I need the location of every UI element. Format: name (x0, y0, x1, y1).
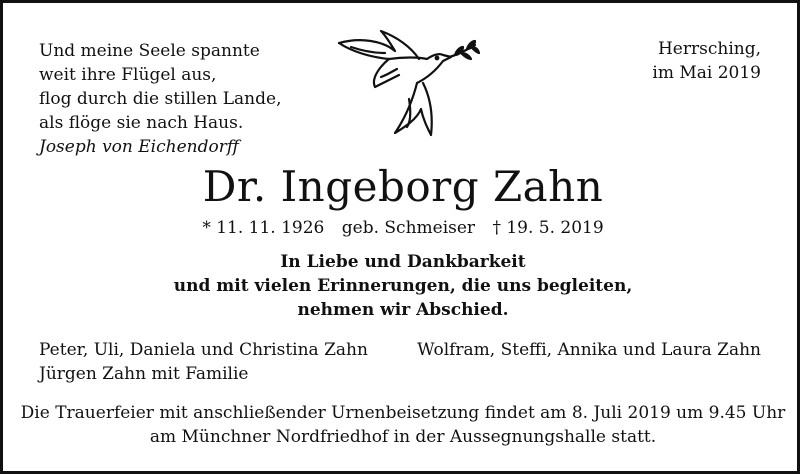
place-city: Herrsching, (657, 39, 761, 59)
family-line: Jürgen Zahn mit Familie (39, 364, 249, 384)
birth-date: * 11. 11. 1926 (202, 218, 325, 238)
family-right (417, 338, 761, 362)
farewell-line: und mit vielen Erinnerungen, die uns begleiten, (173, 276, 633, 296)
poem-line: weit ihre Flügel aus, (39, 65, 217, 85)
family-line: Peter, Uli, Daniela und Christina Zahn (39, 340, 368, 360)
poem-line: als flöge sie nach Haus. (39, 113, 244, 133)
farewell-text (3, 250, 800, 322)
farewell-line: In Liebe und Dankbarkeit (280, 252, 526, 272)
ceremony-notice (3, 401, 800, 449)
poem (39, 39, 299, 159)
ceremony-line: am Münchner Nordfriedhof in der Aussegnungshalle statt. (149, 427, 657, 447)
death-date: † 19. 5. 2019 (492, 218, 604, 238)
deceased-name: Dr. Ingeborg Zahn (202, 162, 604, 211)
life-dates (3, 216, 800, 240)
poem-line: Und meine Seele spannte (39, 41, 260, 61)
farewell-line: nehmen wir Abschied. (297, 300, 509, 320)
family-left (39, 338, 368, 386)
family-line: Wolfram, Steffi, Annika und Laura Zahn (417, 340, 761, 360)
maiden-name: geb. Schmeiser (341, 218, 476, 238)
place-date: im Mai 2019 (652, 63, 761, 83)
ceremony-line: Die Trauerfeier mit anschließender Urnenbeisetzung findet am 8. Juli 2019 um 9.45 Uhr (20, 403, 786, 423)
poem-author: Joseph von Eichendorff (39, 137, 239, 157)
place-and-date (652, 37, 761, 85)
poem-line: flog durch die stillen Lande, (39, 89, 282, 109)
dove-with-olive-branch-icon (331, 29, 481, 147)
